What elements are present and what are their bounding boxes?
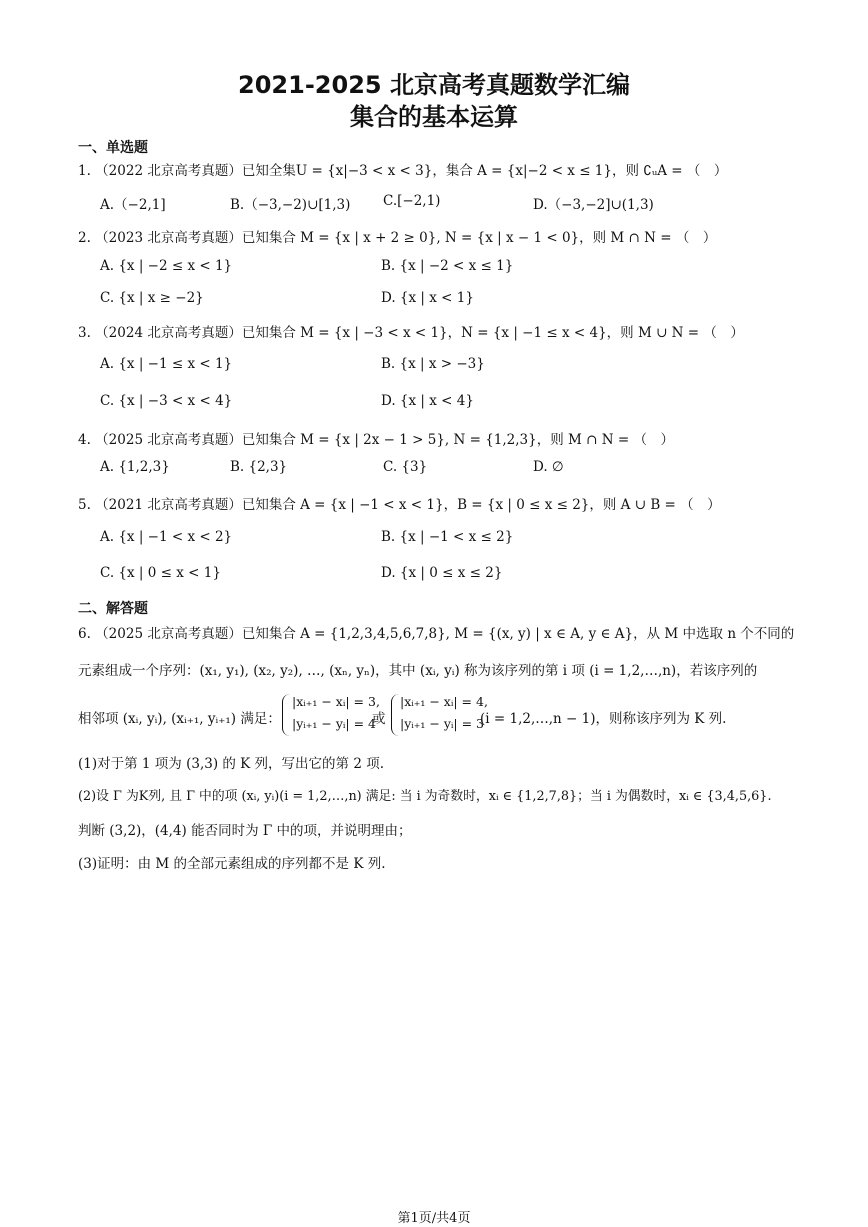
question-5-option-d: D. {x | 0 ≤ x ≤ 2} [381,565,503,581]
question-2-option-c: C. {x | x ≥ −2} [100,290,204,306]
question-1-option-a: A.（−2,1] [100,197,166,213]
question-1-option-c: C.[−2,1) [383,193,441,209]
system-2-equation-2: |yᵢ₊₁ − yᵢ| = 3 [400,716,484,731]
question-4-option-d: D. ∅ [533,459,564,475]
question-4-option-a: A. {1,2,3} [100,459,170,475]
question-3-option-c: C. {x | −3 < x < 4} [100,393,233,409]
question-6-line-3-end: (i = 1,2,…,n − 1)，则称该序列为 K 列. [480,711,727,727]
question-6-line-3-start: 相邻项 (xᵢ, yᵢ), (xᵢ₊₁, yᵢ₊₁) 满足： [78,711,281,727]
question-5-stem: 5. （2021 北京高考真题）已知集合 A = {x | −1 < x < 1}，B = {x | 0 ≤ x ≤ 2}，则 A ∪ B = （ ） [78,497,721,513]
system-1-equation-1: |xᵢ₊₁ − xᵢ| = 3, [292,694,380,709]
system-1-equation-2: |yᵢ₊₁ − yᵢ| = 4 [292,716,376,731]
question-6-line-2: 元素组成一个序列：(x₁, y₁), (x₂, y₂), …, (xₙ, yₙ)，其中 (xᵢ, yᵢ) 称为该序列的第 i 项 (i = 1,2,…,n)，若该序列的 [78,663,758,679]
question-6-part-1: (1)对于第 1 项为 (3,3) 的 K 列，写出它的第 2 项. [78,756,385,772]
question-3-option-a: A. {x | −1 ≤ x < 1} [100,356,233,372]
question-1-option-b: B.（−3,−2)∪[1,3) [230,197,351,213]
question-1-option-d: D.（−3,−2]∪(1,3) [533,197,654,213]
question-3-stem: 3. （2024 北京高考真题）已知集合 M = {x | −3 < x < 1}，N = {x | −1 ≤ x < 4}，则 M ∪ N = （ ） [78,325,744,341]
question-2-option-b: B. {x | −2 < x ≤ 1} [381,258,514,274]
question-4-option-c: C. {3} [383,459,428,475]
or-word: 或 [372,711,386,727]
question-6-part-3: (3)证明：由 M 的全部元素组成的序列都不是 K 列. [78,856,386,872]
system-2-equation-1: |xᵢ₊₁ − xᵢ| = 4, [400,694,488,709]
question-2-stem: 2. （2023 北京高考真题）已知集合 M = {x | x + 2 ≥ 0}, N = {x | x − 1 < 0}，则 M ∩ N = （ ） [78,230,717,246]
question-5-option-c: C. {x | 0 ≤ x < 1} [100,565,221,581]
question-6-part-2-line-1: (2)设 Γ 为K列, 且 Γ 中的项 (xᵢ, yᵢ)(i = 1,2,…,n) 满足: 当 i 为奇数时，xᵢ ∈ {1,2,7,8}；当 i 为偶数时，xᵢ ∈ {3,4,5,6}. [78,789,772,804]
title-line-1: 2021-2025 北京高考真题数学汇编 [238,71,630,99]
question-2-option-d: D. {x | x < 1} [381,290,474,306]
question-3-option-b: B. {x | x > −3} [381,356,485,372]
question-3-option-d: D. {x | x < 4} [381,393,474,409]
question-5-option-b: B. {x | −1 < x ≤ 2} [381,529,514,545]
question-5-option-a: A. {x | −1 < x < 2} [100,529,233,545]
section-heading-single-choice: 一、单选题 [78,140,148,156]
question-1-stem: 1. （2022 北京高考真题）已知全集U = {x|−3 < x < 3}，集合 A = {x|−2 < x ≤ 1}，则 ∁ᵤA = （ ） [78,163,728,179]
section-heading-problems: 二、解答题 [78,601,148,617]
question-4-stem: 4. （2025 北京高考真题）已知集合 M = {x | 2x − 1 > 5}, N = {1,2,3}，则 M ∩ N = （ ） [78,432,674,448]
page-footer: 第1页/共4页 [397,1211,471,1226]
title-line-2: 集合的基本运算 [350,103,518,131]
question-6-line-1: 6. （2025 北京高考真题）已知集合 A = {1,2,3,4,5,6,7,8}, M = {(x, y) | x ∈ A, y ∈ A}，从 M 中选取 n 个不同的 [78,626,795,642]
question-6-part-2-line-2: 判断 (3,2)，(4,4) 能否同时为 Γ 中的项，并说明理由； [78,823,412,839]
question-2-option-a: A. {x | −2 ≤ x < 1} [100,258,233,274]
question-4-option-b: B. {2,3} [230,459,288,475]
